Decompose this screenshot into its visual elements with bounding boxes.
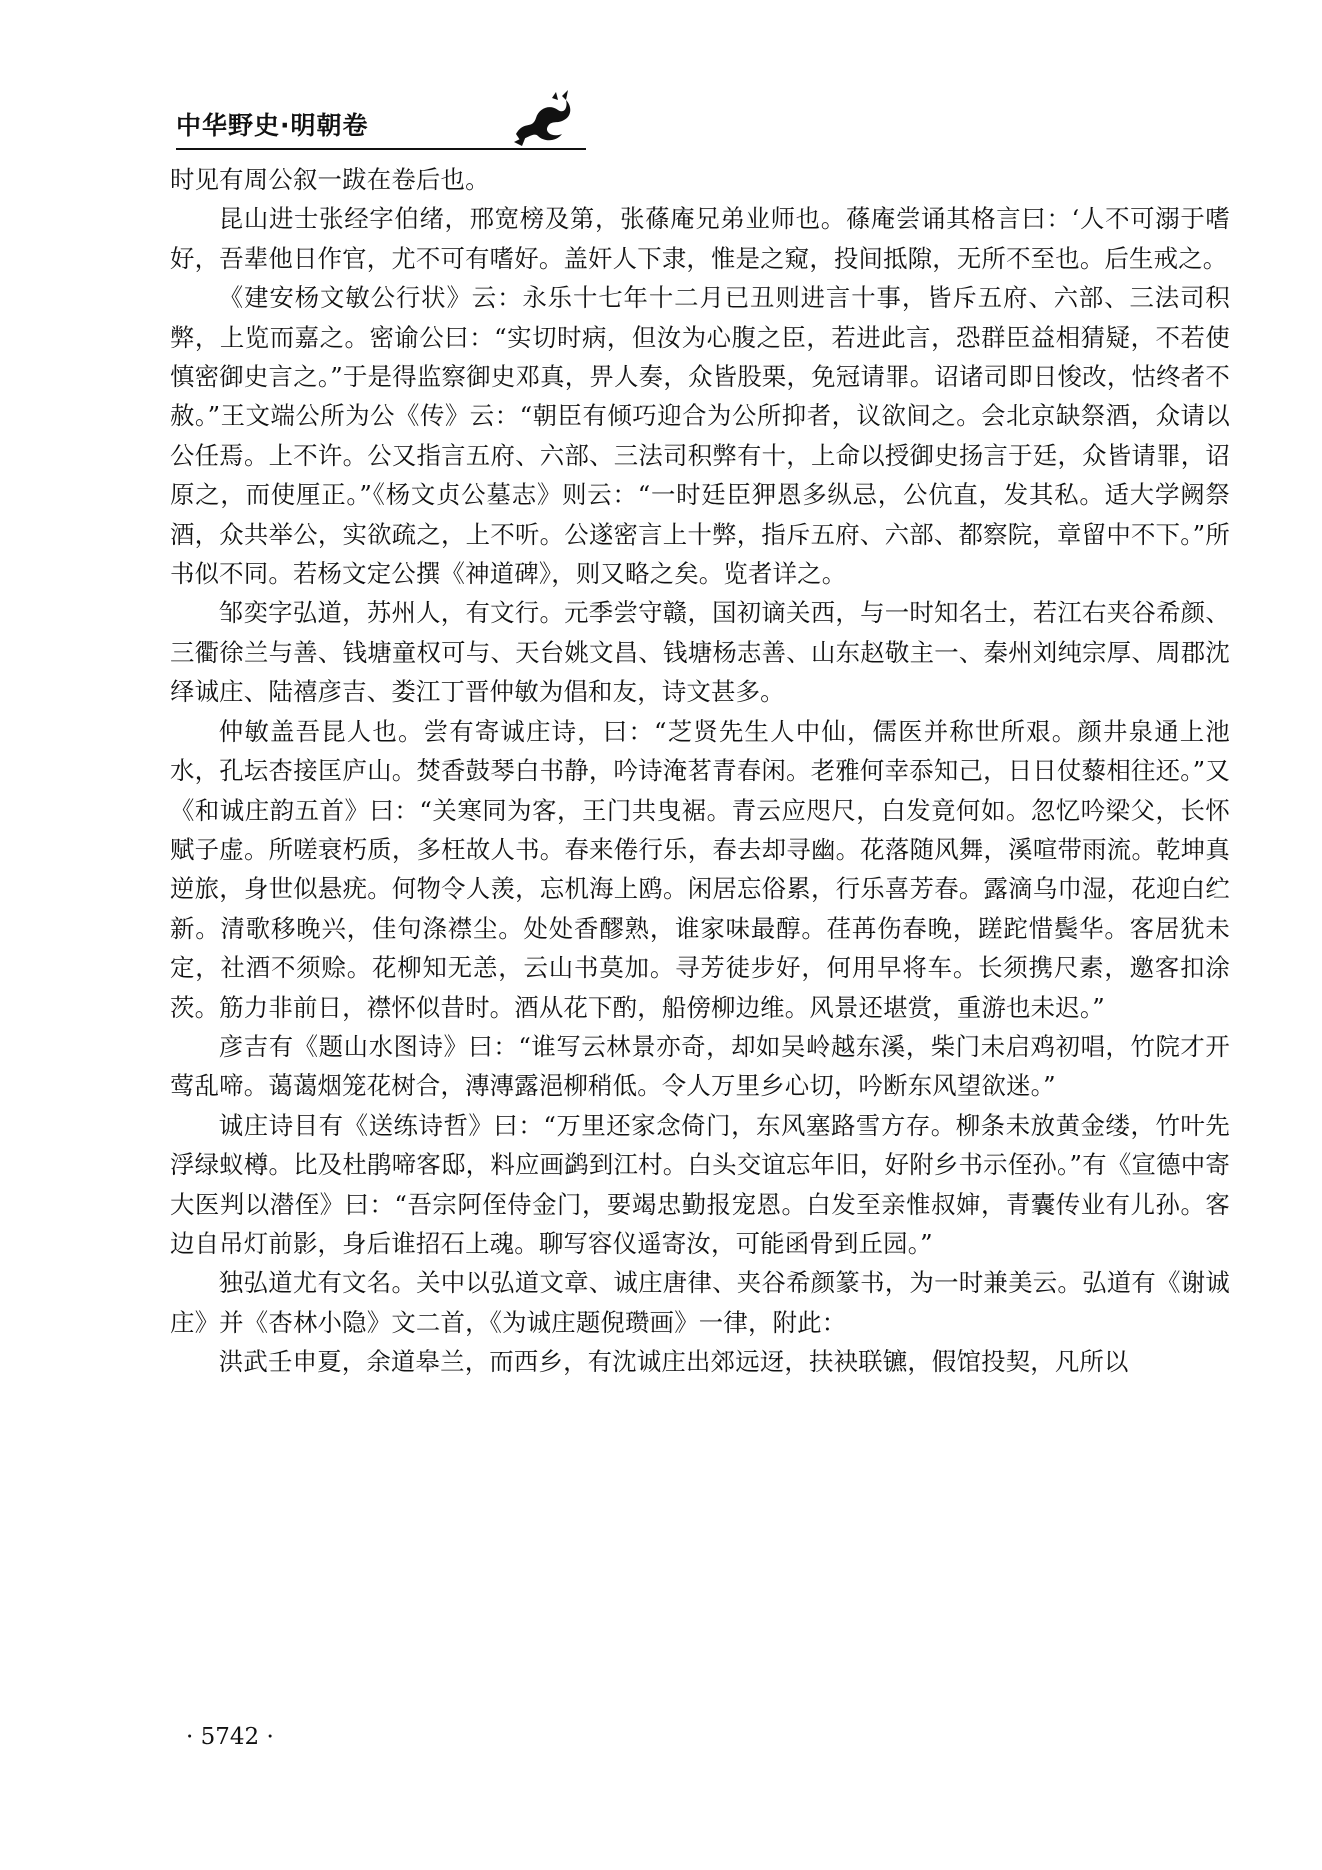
paragraph-2: 昆山进士张经字伯绪，邢宽榜及第，张蓧庵兄弟业师也。蓧庵尝诵其格言曰：‘人不可溺于嗜好，吾辈他日作官，尤不可有嗜好。盖奸人下隶，惟是之窥，投间抵隙，无所不至也。后生戒之。 bbox=[170, 204, 1230, 273]
book-title: 中华野史·明朝卷 bbox=[176, 111, 369, 140]
page-number: · 5742 · bbox=[186, 1724, 274, 1750]
paragraph-6: 彦吉有《题山水图诗》曰：“谁写云林景亦奇，却如吴岭越东溪，柴门未启鸡初唱，竹院才开莺乱啼。蔼蔼烟笼花树合，漙漙露浥柳稍低。令人万里乡心切，吟断东风望欲迷。” bbox=[170, 1031, 1230, 1101]
paragraph-1: 时见有周公叙一跋在卷后也。 bbox=[170, 165, 490, 194]
paragraph-9: 洪武壬申夏，余道皋兰，而西乡，有沈诚庄出郊远迓，扶袂联镳，假馆投契，凡所以 bbox=[218, 1347, 1129, 1377]
running-header bbox=[176, 104, 586, 156]
paragraph-5: 仲敏盖吾昆人也。尝有寄诚庄诗，曰：“芝贤先生人中仙，儒医并称世所艰。颜井泉通上池水，孔坛杏接匡庐山。焚香鼓琴白书静，吟诗淹茗青春闲。老雅何幸忝知己，日日仗藜相往还。”又《和诚庄韵五首》曰：“关寒同为客，王门共曳裾。青云应咫尺，白发竟何如。忽忆吟梁父，长怀赋子虚。所嗟衰朽质，多枉故人书。春来倦行乐，春去却寻幽。花落随风舞，溪喧带雨流。乾坤真逆旅，身世似悬疣。何物令人羡，忘机海上鸥。闲居忘俗累，行乐喜芳春。露滴乌巾湿，花迎白纻新。清歌移晚兴，佳句涤襟尘。处处香醪熟，谁家味最醇。荏苒伤春晚，蹉跎惜鬓华。客居犹未定，社酒不须赊。花柳知无恙，云山书莫加。寻芳徒步好，何用早将车。长须携尺素，邀客扣涂茨。筋力非前日，襟怀似昔时。酒从花下酌，船傍柳边维。风景还堪赏，重游也未迟。” bbox=[170, 716, 1230, 1022]
paragraph-7: 诚庄诗目有《送练诗哲》曰：“万里还家念倚门，东风塞路雪方存。柳条未放黄金缕，竹叶先浮绿蚁樽。比及杜鹃啼客邸，料应画鹢到江村。白头交谊忘年旧，好附乡书示侄孙。”有《宣德中寄大医判以潜侄》曰：“吾宗阿侄侍金门，要竭忠勤报宠恩。白发至亲惟叔婶，青囊传业有儿孙。客边自吊灯前影，身后谁招石上魂。聊写容仪遥寄汝，可能函骨到丘园。” bbox=[170, 1110, 1230, 1258]
paragraph-3: 《建安杨文敏公行状》云：永乐十七年十二月已丑则进言十事，皆斥五府、六部、三法司积弊，上览而嘉之。密谕公曰：“实切时病，但汝为心腹之臣，若进此言，恐群臣益相猜疑，不若使慎密御史言之。”于是得监察御史邓真，畀人奏，众皆股栗，免冠请罪。诏诸司即日悛改，怙终者不赦。”王文端公所为公《传》云：“朝臣有倾巧迎合为公所抑者，议欲间之。会北京缺祭酒，众请以公任焉。上不许。公又指言五府、六部、三法司积弊有十，上命以授御史扬言于廷，众皆请罪，诏原之，而使厘正。”《杨文贞公墓志》则云：“一时廷臣狎恩多纵忌，公伉直，发其私。适大学阙祭酒，众共举公，实欲疏之，上不听。公遂密言上十弊，指斥五府、六部、都察院，章留中不下。”所书似不同。若杨文定公撰《神道碑》，则又略之矣。览者详之。 bbox=[170, 283, 1230, 589]
paragraph-8: 独弘道尤有文名。关中以弘道文章、诚庄唐律、夹谷希颜篆书，为一时兼美云。弘道有《谢诚庄》并《杏林小隐》文二首，《为诚庄题倪瓒画》一律，附此： bbox=[170, 1268, 1230, 1337]
dragon-emblem-icon bbox=[506, 90, 576, 148]
header-rule bbox=[176, 148, 586, 150]
page-body bbox=[170, 160, 1230, 1382]
paragraph-4: 邹奕字弘道，苏州人，有文行。元季尝守赣，国初谪关西，与一时知名士，若江右夹谷希颜、三衢徐兰与善、钱塘童权可与、天台姚文昌、钱塘杨志善、山东赵敬主一、秦州刘纯宗厚、周郡沈绎诚庄、陆禧彦吉、娄江丁晋仲敏为倡和友，诗文甚多。 bbox=[170, 598, 1230, 707]
